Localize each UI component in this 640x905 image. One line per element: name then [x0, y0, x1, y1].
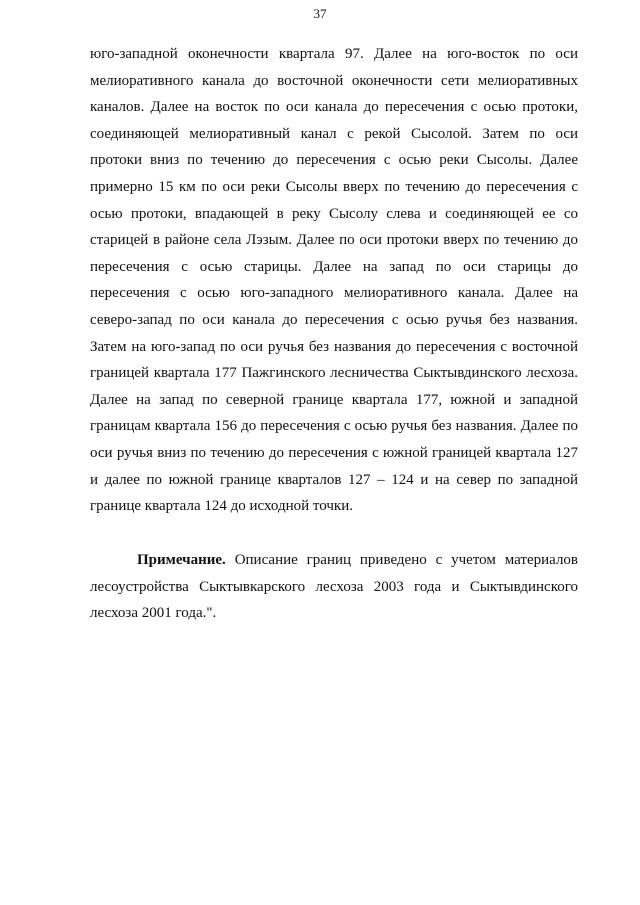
note-text: Описание границ приведено с учетом материалов лесоустройства Сыктывкарского лесхоза 2003 года и Сыктывдинского лесхоза 2001 года.".	[90, 552, 579, 622]
note-paragraph	[90, 547, 578, 627]
note-label: Примечание.	[137, 552, 226, 568]
boundary-description-paragraph: юго-западной оконечности квартала 97. Далее на юго-восток по оси мелиоративного канала до восточной оконечности сети мелиоративных каналов. Далее на восток по оси канала до пересечения с осью протоки, соединяющей мелиоративный канал с рекой Сысолой. Затем по оси протоки вниз по течению до пересечения с осью реки Сысолы. Далее примерно 15 км по оси реки Сысолы вверх по течению до пересечения с осью протоки, впадающей в реку Сысолу слева и соединяющей ее со старицей в районе села Лэзым. Далее по оси протоки вверх по течению до пересечения с осью старицы. Далее на запад по оси старицы до пересечения с осью юго-западного мелиоративного канала. Далее на северо-запад по оси канала до пересечения с осью ручья без названия. Затем на юго-запад по оси ручья без названия до пересечения с восточной границей квартала 177 Пажгинского лесничества Сыктывдинского лесхоза. Далее на запад по северной границе квартала 177, южной и западной границам квартала 156 до пересечения с осью ручья без названия. Далее по оси ручья вниз по течению до пересечения с южной границей квартала 127 и далее по южной границе кварталов 127 – 124 и на север по западной границе квартала 124 до исходной точки.	[90, 46, 578, 515]
page-number: 37	[313, 6, 327, 21]
